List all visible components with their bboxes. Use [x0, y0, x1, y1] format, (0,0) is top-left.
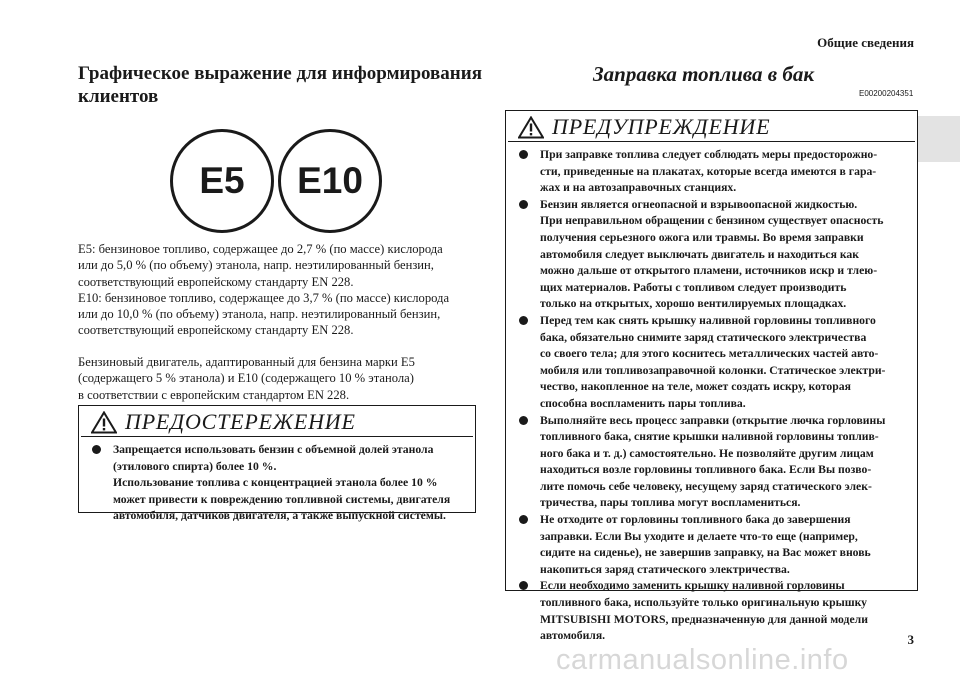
fuel-label-e5-icon: E5 — [170, 129, 274, 233]
warning-box — [505, 110, 918, 643]
caution-item: Запрещается использовать бензин с объемной долей этанола (этилового спирта) более 10 %. Использование топлива с концентрацией этанола более 10 % может привести к повреждению топливной системы, двигателя автомобиля, датчиков двигателя, а также выпускной системы. — [79, 442, 475, 525]
page-number: 3 — [907, 632, 914, 647]
warning-item: Если необходимо заменить крышку наливной горловины топливного бака, используйте только оригинальную крышку MITSUBISHI MOTORS, предназначенную для данной модели автомобиля. — [506, 578, 917, 644]
warning-item: Не отходите от горловины топливного бака до завершения заправки. Если Вы уходите и делаете что-то еще (например, сидите на сиденье), не завершив заправку, на Вас может вновь накопиться заряд статического электричества. — [506, 512, 917, 578]
running-header: Общие сведения — [817, 35, 914, 50]
fuel-label-e10-icon: E10 — [278, 129, 382, 233]
bullet-icon — [92, 445, 101, 454]
warning-title-bar — [508, 113, 915, 142]
caution-list — [79, 442, 475, 525]
watermark: carmanualsonline.info — [556, 644, 849, 676]
fuel-label-graphics — [170, 126, 390, 240]
bullet-icon — [519, 150, 528, 159]
warning-triangle-icon — [518, 116, 544, 139]
warning-item: При заправке топлива следует соблюдать меры предосторожно- сти, приведенные на плакатах, которые всегда имеются в гара- жах и на автозаправочных станциях. — [506, 147, 917, 197]
caution-title-bar — [81, 408, 473, 437]
fuel-definitions-paragraph: E5: бензиновое топливо, содержащее до 2,7 % (по массе) кислорода или до 5,0 % (по объему) этанола, напр. неэтилированный бензин, соответствующий европейскому стандарту EN 228. E10: бензиновое топливо, содержащее до 3,7 % (по массе) кислорода или до 10,0 % (по объему) этанола, напр. неэтилированный бензин, соответствующий европейскому стандарту EN 228. — [78, 242, 450, 338]
warning-item: Бензин является огнеопасной и взрывоопасной жидкостью. При неправильном обращении с бензином существует опасность получения серьезного ожога или травмы. Во время заправки автомобиля следует выключать двигатель и находиться как можно дальше от открытого пламени, источников искр и тлею- щих материалов. Работы с топливом следует производить только на открытых, хорошо вентилируемых площадках. — [506, 197, 917, 313]
bullet-icon — [519, 515, 528, 524]
warning-triangle-icon — [91, 411, 117, 434]
engine-compatibility-paragraph: Бензиновый двигатель, адаптированный для бензина марки E5 (содержащего 5 % этанола) и E10 (содержащего 10 % этанола) в соответствии с европейским стандартом EN 228. — [78, 355, 415, 402]
caution-title: ПРЕДОСТЕРЕЖЕНИЕ — [125, 409, 356, 434]
warning-item: Перед тем как снять крышку наливной горловины топливного бака, обязательно снимите заряд статического электричества со своего тела; для этого коснитесь металлических частей авто- мобиля или топливозаправочной колонки. Статическое электри- чество, накопленное на теле, может создать искру, которая способна воспламенить пары топлива. — [506, 313, 917, 413]
section-heading-refueling: Заправка топлива в бак — [593, 62, 815, 86]
section-heading-fuel-labels: Графическое выражение для информирования клиентов — [78, 63, 482, 107]
warning-list — [506, 147, 917, 645]
bullet-icon — [519, 316, 528, 325]
document-code: E00200204351 — [859, 89, 914, 98]
caution-box — [78, 405, 476, 523]
warning-item: Выполняйте весь процесс заправки (открытие лючка горловины топливного бака, снятие крышки наливной горловины топлив- ного бака и т. д.) самостоятельно. Не позволяйте другим лицам находиться возле горловины топливного бака. Если Вы позво- лите помочь себе человеку, несущему заряд статического элек- тричества, пары топлива могут воспламениться. — [506, 413, 917, 513]
warning-title: ПРЕДУПРЕЖДЕНИЕ — [552, 114, 771, 139]
bullet-icon — [519, 200, 528, 209]
bullet-icon — [519, 581, 528, 590]
bullet-icon — [519, 416, 528, 425]
section-tab-marker — [917, 116, 960, 162]
